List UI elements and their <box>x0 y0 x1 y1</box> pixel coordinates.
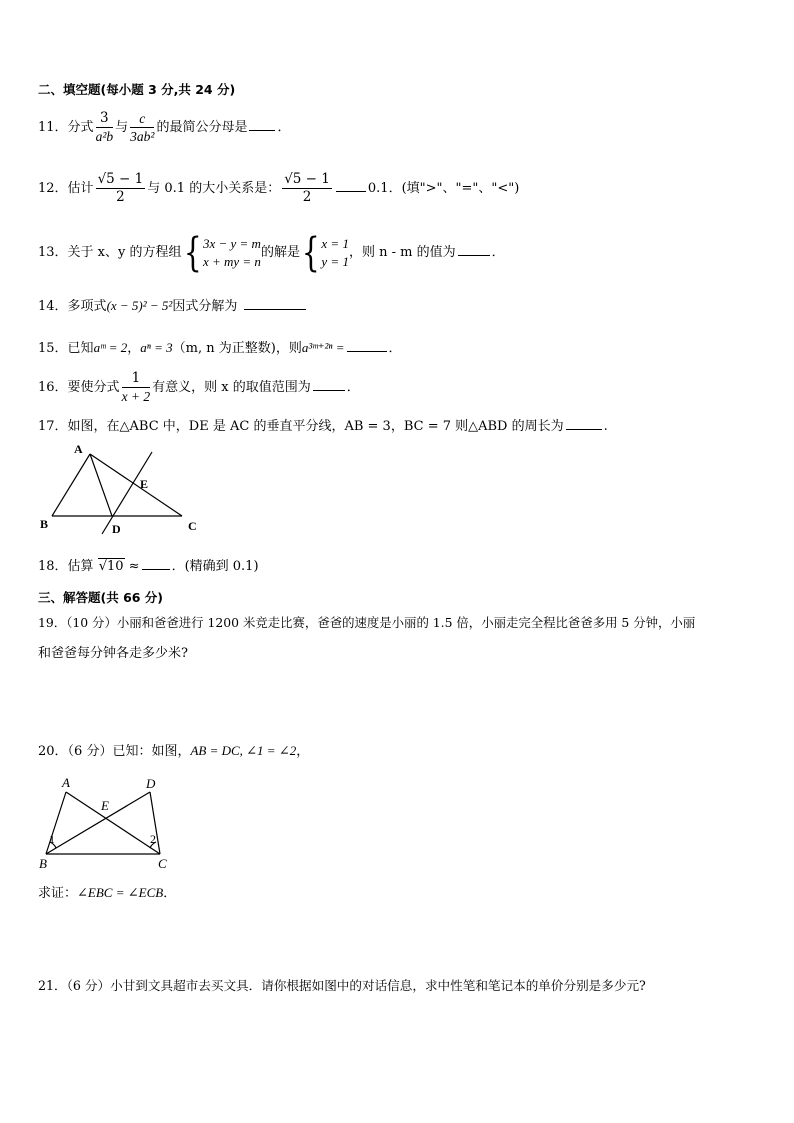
q18-post: ．(精确到 0.1) <box>171 559 259 574</box>
q20-label-c: C <box>158 856 167 871</box>
question-16 <box>38 369 360 407</box>
q15-end: ． <box>388 341 402 356</box>
q15-answer-blank[interactable] <box>347 339 387 352</box>
q12-frac1-num: √5 − 1 <box>97 171 144 187</box>
q17-text: 如图，在△ABC 中，DE 是 AC 的垂直平分线，AB = 3，BC = 7 则△ABD 的周长为 <box>67 419 564 434</box>
q16-answer-blank[interactable] <box>313 378 345 391</box>
q13-post: ，则 n - m 的值为 <box>348 245 456 260</box>
q20-prove-statement: ∠EBC = ∠ECB <box>77 885 164 900</box>
q13-answer-blank[interactable] <box>458 243 490 256</box>
question-19-line-2: 和爸爸每分钟各走多少米? <box>38 646 188 661</box>
q20-prove-end: ． <box>163 886 177 901</box>
q14-answer-blank[interactable] <box>244 297 306 310</box>
q18-approx: ≈ <box>128 559 140 574</box>
question-19-line-1: 19．（10 分）小丽和爸爸进行 1200 米竞走比赛，爸爸的速度是小丽的 1.5 倍，小丽走完全程比爸爸多用 5 分钟，小丽 <box>38 615 696 630</box>
q20-label-e: E <box>101 798 109 813</box>
q15-number: 15． <box>38 341 68 356</box>
q13-mid: 的解是 <box>260 245 300 260</box>
q16-frac-num: 1 <box>122 370 151 388</box>
q13-system <box>203 235 261 271</box>
question-21: 21．（6 分）小甘到文具超市去买文具．请你根据如图中的对话信息，求中性笔和笔记本的单价分别是多少元? <box>38 978 646 993</box>
question-18 <box>38 557 259 575</box>
q14-number: 14． <box>38 299 68 314</box>
q11-fraction-2 <box>130 110 154 145</box>
q12-frac1-den: 2 <box>116 189 125 205</box>
q12-fraction-1 <box>96 171 146 206</box>
question-17 <box>38 417 608 435</box>
q17-side-ac <box>90 454 182 516</box>
question-13 <box>38 231 505 275</box>
q17-perpendicular-bisector-de <box>102 452 152 534</box>
q20-label-a: A <box>62 775 70 790</box>
q20-segment-bd <box>46 792 150 854</box>
q12-frac2-den: 2 <box>302 189 312 205</box>
section-3-title: 三、解答题(共 66 分) <box>38 590 164 605</box>
q16-pre: 要使分式 <box>67 380 120 395</box>
q13-eq2: x + my = n <box>202 253 261 269</box>
q14-post: 因式分解为 <box>172 299 238 314</box>
q12-post: 0.1．(填">"、"="、"<") <box>367 181 520 196</box>
q16-frac-den: x + 2 <box>121 389 151 404</box>
q11-end: ． <box>277 120 291 135</box>
q11-frac1-den: a²b <box>95 129 114 144</box>
q17-side-ab <box>52 454 90 516</box>
question-12 <box>38 170 519 208</box>
q17-label-c: C <box>188 519 197 533</box>
q16-fraction <box>122 370 151 405</box>
q17-number: 17． <box>38 419 68 434</box>
q17-label-b: B <box>40 517 49 531</box>
q13-pre: 关于 x、y 的方程组 <box>67 245 182 260</box>
q17-label-d: D <box>112 522 121 536</box>
q15-note: （m, n 为正整数)，则 <box>172 341 302 356</box>
q18-answer-blank[interactable] <box>142 557 170 570</box>
q14-expression: (x − 5)² − 5² <box>106 298 173 313</box>
q11-frac1-num: 3 <box>96 110 114 128</box>
q11-post: 的最简公分母是 <box>156 120 248 135</box>
q15-condition-1: aᵐ = 2 <box>93 340 128 355</box>
question-14 <box>38 297 308 315</box>
q20-condition: AB = DC, ∠1 = ∠2 <box>190 743 297 758</box>
q20-end: ， <box>296 744 310 759</box>
q17-end: . <box>603 419 608 434</box>
q16-end: ． <box>346 380 360 395</box>
q20-pre: 20．（6 分）已知：如图， <box>38 744 191 759</box>
q13-sol2: y = 1 <box>321 253 349 269</box>
q13-eq1: 3x − y = m <box>202 235 261 251</box>
section-2-title: 二、填空题(每小题 3 分,共 24 分) <box>38 82 236 97</box>
q18-pre: 估算 <box>67 559 94 574</box>
q14-text: 多项式 <box>67 299 107 314</box>
q20-label-d: D <box>146 776 156 791</box>
q15-condition-2: aⁿ = 3 <box>140 340 173 355</box>
q11-number: 11． <box>38 120 68 135</box>
q12-pre: 估计 <box>67 181 94 196</box>
q11-frac2-den: 3ab² <box>130 129 155 144</box>
q16-post: 有意义，则 x 的取值范围为 <box>152 380 311 395</box>
q13-brace-2: { <box>301 229 320 276</box>
q12-mid: 与 0.1 的大小关系是： <box>147 181 281 196</box>
q18-number: 18． <box>38 559 68 574</box>
q15-comma: ， <box>127 341 141 356</box>
q12-answer-blank[interactable] <box>336 179 366 192</box>
q12-number: 12． <box>38 181 68 196</box>
q12-fraction-2 <box>282 171 332 206</box>
q11-fraction-1 <box>96 110 114 145</box>
q17-segment-ad <box>90 454 112 516</box>
q12-frac2-num: √5 − 1 <box>284 171 330 187</box>
q20-figure <box>36 770 186 875</box>
q17-triangle-figure <box>38 440 208 540</box>
q20-angle-1-label: 1 <box>49 832 55 846</box>
q16-number: 16． <box>38 380 68 395</box>
q13-brace-1: { <box>183 229 202 276</box>
q20-prove <box>38 885 176 902</box>
q17-answer-blank[interactable] <box>566 417 602 430</box>
q20-angle-2-label: 2 <box>150 832 156 846</box>
q11-mid: 与 <box>115 120 129 135</box>
question-20 <box>38 743 309 760</box>
q11-pre: 分式 <box>67 120 94 135</box>
q20-label-b: B <box>39 856 47 871</box>
q11-answer-blank[interactable] <box>249 118 275 131</box>
q20-prove-pre: 求证： <box>38 886 78 901</box>
q13-end: ． <box>491 245 505 260</box>
q15-pre: 已知 <box>67 341 94 356</box>
question-11 <box>38 109 290 147</box>
q17-label-e: E <box>140 477 149 491</box>
q13-solution <box>321 235 349 271</box>
q13-number: 13． <box>38 245 68 260</box>
q13-sol1: x = 1 <box>321 235 349 251</box>
q20-segment-ac <box>66 792 160 854</box>
q17-label-a: A <box>74 442 83 456</box>
q11-frac2-num: c <box>130 110 154 128</box>
q15-expression: a³ᵐ⁺²ⁿ = <box>301 340 345 355</box>
q18-sqrt: √10 <box>98 559 124 574</box>
question-15 <box>38 339 402 357</box>
